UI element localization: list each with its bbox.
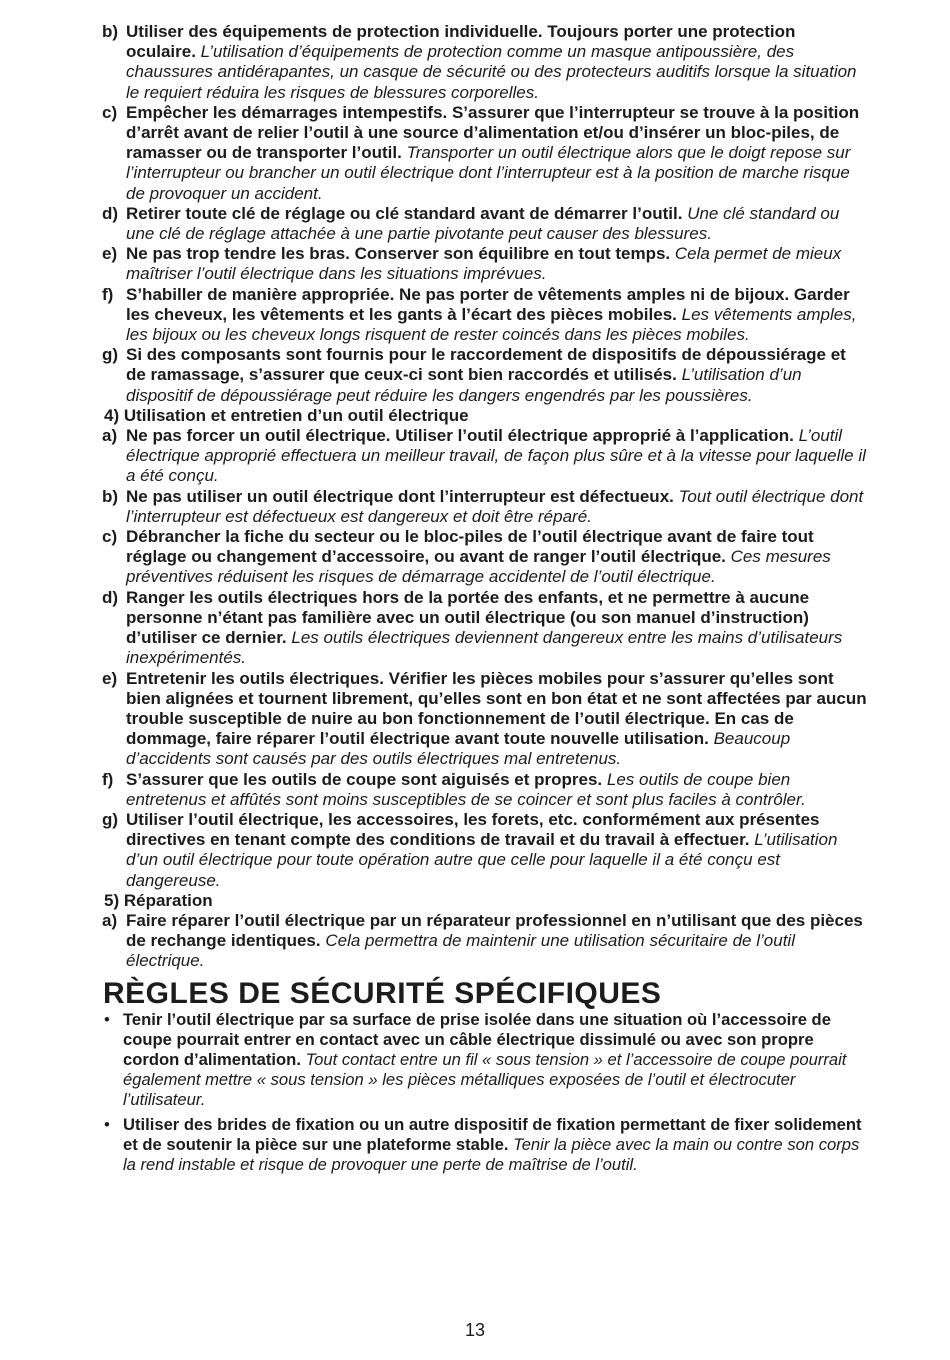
item-explanation: Tout outil électrique dont l’interrupteur est défectueux est dangereux et doit être réparé. — [126, 486, 864, 526]
item-instruction: Utiliser l’outil électrique, les accessoires, les forets, etc. conformément aux présentes directives en tenant compte des conditions de travail et du travail à effectuer. — [126, 809, 820, 850]
list-item — [102, 345, 868, 406]
bullet-icon: • — [104, 1009, 110, 1029]
list-item — [102, 486, 868, 527]
list-item — [102, 244, 868, 284]
item-instruction: Utiliser des équipements de protection individuelle. Toujours porter une protection oculaire. — [126, 22, 796, 62]
item-explanation: L’outil électrique approprié effectuera un meilleur travail, de façon plus sûre et à la vitesse pour laquelle il a été conçu. — [126, 426, 866, 486]
item-instruction: Débrancher la fiche du secteur ou le bloc-piles de l’outil électrique avant de faire tout réglage ou changement d’accessoire, ou avant de ranger l’outil électrique. — [126, 527, 814, 567]
bullet-explanation: Tenir la pièce avec la main ou contre son corps la rend instable et risque de provoquer une perte de maîtrise de l’outil. — [123, 1134, 860, 1174]
item-label: d) — [102, 587, 119, 607]
item-instruction: Empêcher les démarrages intempestifs. S’assurer que l’interrupteur se trouve à la position d’arrêt avant de relier l’outil à une source d’alimentation et/ou d’insérer un bloc-piles, de ramasser ou de transporter l’outil. — [126, 102, 860, 163]
page-heading: RÈGLES DE SÉCURITÉ SPÉCIFIQUES — [103, 976, 662, 1010]
bullet-item — [104, 1009, 868, 1111]
item-label: e) — [102, 244, 118, 264]
list-item — [102, 102, 868, 204]
list-item — [102, 426, 868, 487]
item-instruction: Ne pas utiliser un outil électrique dont l’interrupteur est défectueux. — [126, 486, 674, 506]
bullet-icon: • — [104, 1114, 110, 1134]
bullet-instruction: Tenir l’outil électrique par sa surface de prise isolée dans une situation où l’accessoire de coupe pourrait entrer en contact avec un câble électrique dissimulé ou avec son propre cordon d’alimentation. — [123, 1009, 831, 1069]
item-instruction: Ranger les outils électriques hors de la portée des enfants, et ne permettre à aucune personne n’étant pas familière avec un outil électrique (ou son manuel d’instruction) d’utiliser ce dernier. — [126, 587, 810, 648]
page-content — [0, 22, 950, 1175]
item-instruction: Retirer toute clé de réglage ou clé standard avant de démarrer l’outil. — [126, 203, 683, 223]
item-label: f) — [102, 769, 114, 789]
page-number: 13 — [464, 1320, 486, 1340]
item-explanation: Ces mesures préventives réduisent les risques de démarrage accidentel de l’outil électrique. — [126, 547, 831, 587]
item-label: b) — [102, 22, 119, 41]
section-title: 4) Utilisation et entretien d’un outil électrique — [104, 405, 469, 425]
list-item — [102, 809, 868, 891]
item-label: d) — [102, 203, 119, 223]
item-label: a) — [102, 426, 118, 446]
item-explanation: Une clé standard ou une clé de réglage attachée à une partie pivotante peut causer des blessures. — [126, 203, 840, 244]
item-explanation: Les vêtements amples, les bijoux ou les cheveux longs risquent de rester coincés dans les pièces mobiles. — [126, 304, 857, 345]
item-instruction: Entretenir les outils électriques. Vérifier les pièces mobiles pour s’assurer qu’elles sont bien alignées et tournent librement, qu’elles sont en bon état et ne sont affectées par aucun trouble susceptible de nuire au bon fonctionnement de l’outil électrique. En cas de dommage, faire réparer l’outil électrique avant toute nouvelle utilisation. — [126, 668, 867, 749]
item-label: b) — [102, 486, 119, 506]
item-instruction: Ne pas trop tendre les bras. Conserver son équilibre en tout temps. — [126, 244, 671, 264]
item-instruction: S’assurer que les outils de coupe sont aiguisés et propres. — [126, 769, 603, 789]
list-item — [102, 284, 868, 346]
list-item — [102, 910, 868, 972]
item-explanation: Les outils électriques deviennent dangereux entre les mains d’utilisateurs inexpérimentés. — [126, 628, 843, 668]
item-label: f) — [102, 284, 114, 304]
item-label: c) — [102, 527, 118, 547]
item-instruction: S’habiller de manière appropriée. Ne pas porter de vêtements amples ni de bijoux. Garder les cheveux, les vêtements et les gants à l’écart des pièces mobiles. — [126, 284, 850, 324]
list-item — [102, 769, 868, 810]
item-label: c) — [102, 102, 118, 122]
item-instruction: Faire réparer l’outil électrique par un réparateur professionnel en n’utilisant que des pièces de rechange identiques. — [126, 910, 863, 951]
list-item — [102, 22, 868, 103]
bullet-instruction: Utiliser des brides de fixation ou un autre dispositif de fixation permettant de fixer solidement et de soutenir la pièce sur une plateforme stable. — [123, 1114, 862, 1154]
item-label: g) — [102, 345, 119, 365]
bullet-explanation: Tout contact entre un fil « sous tension » et l’accessoire de coupe pourrait également mettre « sous tension » les pièces métalliques exposées de l’outil et électrocuter l’utilisateur. — [123, 1049, 847, 1110]
item-label: a) — [102, 910, 118, 930]
list-item — [102, 587, 868, 669]
item-label: g) — [102, 809, 119, 829]
list-item — [102, 668, 868, 770]
item-instruction: Ne pas forcer un outil électrique. Utiliser l’outil électrique approprié à l’application. — [126, 426, 794, 446]
item-explanation: Cela permettra de maintenir une utilisation sécuritaire de l’outil électrique. — [126, 931, 795, 971]
item-explanation: L’utilisation d’un dispositif de dépoussiérage peut réduire les dangers engendrés par les poussières. — [126, 365, 802, 405]
item-label: e) — [102, 668, 118, 688]
item-explanation: L’utilisation d’un outil électrique pour toute opération autre que celle pour laquelle il a été conçu est dangereuse. — [126, 830, 838, 890]
item-explanation: Cela permet de mieux maîtriser l’outil électrique dans les situations imprévues. — [126, 244, 842, 284]
bullet-item — [104, 1114, 868, 1176]
section-title: 5) Réparation — [104, 890, 213, 910]
item-explanation: Transporter un outil électrique alors que le doigt repose sur l’interrupteur ou brancher un outil électrique dont l’interrupteur est à la position de marche risque de provoquer un accident. — [126, 143, 851, 203]
list-item — [102, 527, 868, 588]
item-instruction: Si des composants sont fournis pour le raccordement de dispositifs de dépoussiérage et de ramassage, s’assurer que ceux-ci sont bien raccordés et utilisés. — [126, 345, 846, 385]
item-explanation: Beaucoup d’accidents sont causés par des outils électriques mal entretenus. — [126, 729, 791, 769]
item-explanation: L’utilisation d’équipements de protection comme un masque antipoussière, des chaussures antidérapantes, un casque de sécurité ou des protecteurs auditifs lorsque la situation le requiert réduira les risques de blessures corporelles. — [126, 42, 857, 102]
item-explanation: Les outils de coupe bien entretenus et affûtés sont moins susceptibles de se coincer et sont plus faciles à contrôler. — [126, 769, 806, 809]
list-item — [102, 203, 868, 244]
